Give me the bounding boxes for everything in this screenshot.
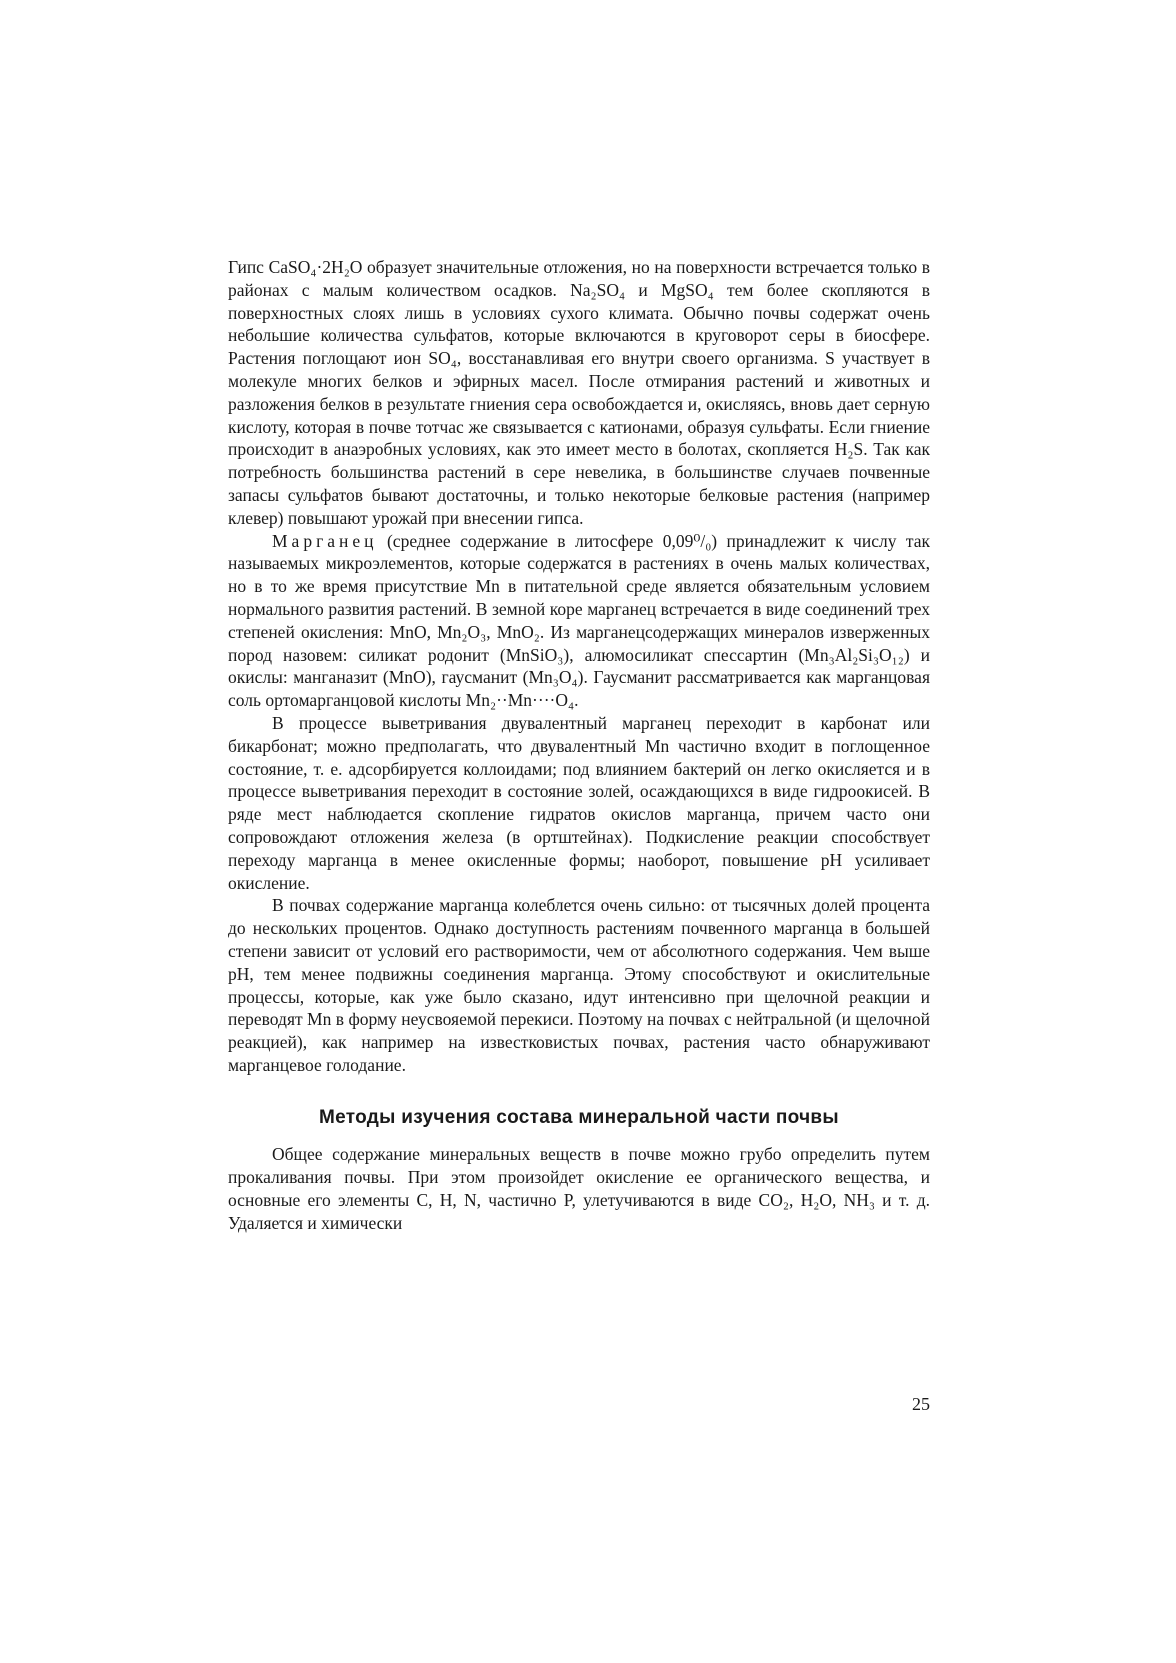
paragraph-gypsum: Гипс CaSO₄·2H₂O образует значительные отложения, но на поверхности встречается только в районах с малым количеством осадков. Na₂SO₄ и MgSO₄ тем более скопляются в поверхностных слоях лишь в условиях сухого климата. Обычно почвы содержат очень небольшие количества сульфатов, которые включаются в круговорот серы в биосфере. Растения поглощают ион SO₄, восстанавливая его внутри своего организма. S участвует в молекуле многих белков и эфирных масел. После отмирания растений и животных и разложения белков в результате гниения сера освобождается и, окисляясь, вновь дает серную кислоту, которая в почве тотчас же связывается с катионами, образуя сульфаты. Если гниение происходит в анаэробных условиях, как это имеет место в болотах, скопляется H₂S. Так как потребность большинства растений в сере невелика, в большинстве случаев почвенные запасы сульфатов бывают достаточны, и только некоторые белковые растения (например клевер) повышают урожай при внесении гипса. [228,257,930,528]
paragraph-manganese-body: (среднее содержание в литосфере 0,09⁰/₀) принадлежит к числу так называемых микроэлементов, которые содержатся в растениях в очень малых количествах, но в то же время присутствие Mn в питательной среде является обязательным условием нормального развития растений. В земной коре марганец встречается в виде соединений трех степеней окисления: MnO, Mn₂O₃, MnO₂. Из марганецсодержащих минералов изверженных пород назовем: силикат родонит (MnSiO₃), алюмосиликат спессартин (Mn₃Al₂Si₃O₁₂) и окислы: манганазит (MnO), гаусманит (Mn₃O₄). Гаусманит рассматривается как марганцовая соль ортомарганцовой кислоты Mn₂··Mn····O₄. [228,530,931,711]
paragraph-methods: Общее содержание минеральных веществ в почве можно грубо определить путем прокаливания почвы. При этом произойдет окисление ее органического вещества, и основные его элементы C, H, N, частично P, улетучиваются в виде CO₂, H₂O, NH₃ и т. д. Удаляется и химически [228,1144,930,1233]
term-manganese: Марганец [272,530,378,551]
paragraph-soil-manganese: В почвах содержание марганца колеблется очень сильно: от тысячных долей процента до нескольких процентов. Однако доступность растениям почвенного марганца в большей степени зависит от условий его растворимости, чем от абсолютного содержания. Чем выше pH, тем менее подвижны соединения марганца. Этому способствуют и окислительные процессы, которые, как уже было сказано, идут интенсивно при щелочной реакции и переводят Mn в форму неусвояемой перекиси. Поэтому на почвах с нейтральной (и щелочной реакцией), как например на известковистых почвах, растения часто обнаруживают марганцевое голодание. [228,895,930,1075]
section-heading: Методы изучения состава минеральной части почвы [319,1106,839,1128]
paragraph-weathering: В процессе выветривания двувалентный марганец переходит в карбонат или бикарбонат; можно предполагать, что двувалентный Mn частично входит в поглощенное состояние, т. е. адсорбируется коллоидами; под влиянием бактерий он легко окисляется и в процессе выветривания переходит в состояние золей, осаждающихся в виде гидроокисей. В ряде мест наблюдается скопление гидратов окислов марганца, причем часто они сопровождают отложения железа (в ортштейнах). Подкисление реакции способствует переходу марганца в менее окисленные формы; наоборот, повышение pH усиливает окисление. [228,712,930,893]
page-number: 25 [912,1394,930,1414]
page-text [228,256,930,1235]
paragraph-manganese [228,530,930,712]
